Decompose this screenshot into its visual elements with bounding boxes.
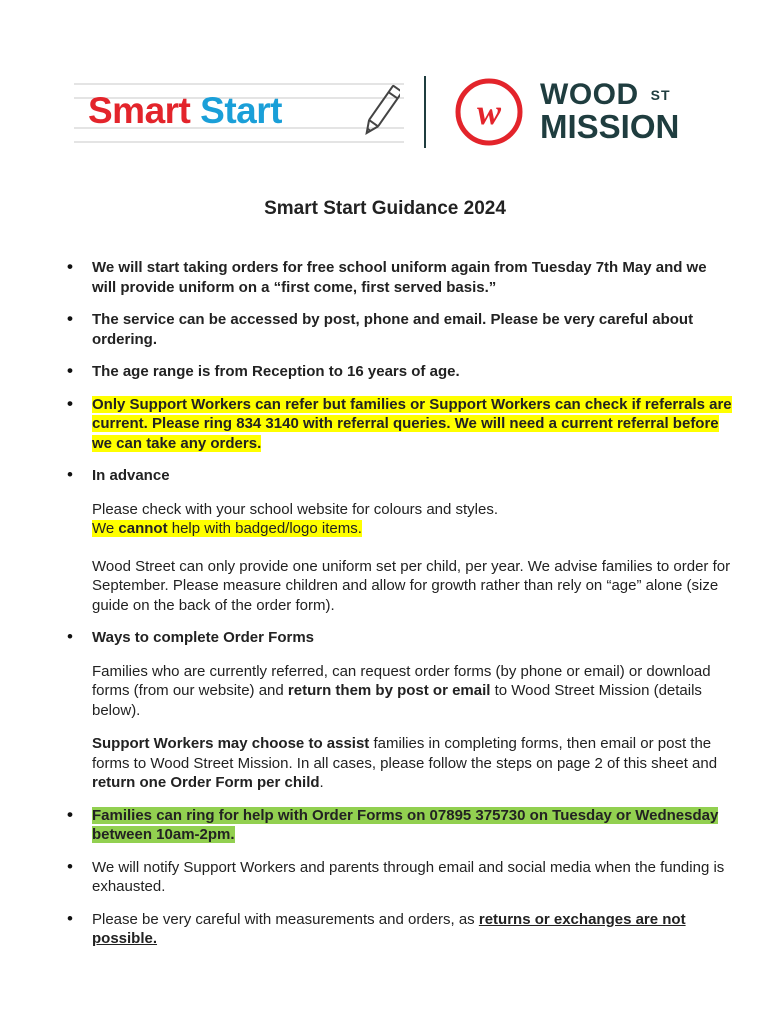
page-title: Smart Start Guidance 2024 xyxy=(264,198,506,219)
list-item xyxy=(92,362,732,382)
smart-word: Smart xyxy=(88,90,191,131)
list-item xyxy=(92,910,732,949)
school-check-text: Please check with your school website for colours and styles. xyxy=(92,500,499,518)
one-set-text: Wood Street can only provide one uniform set per child, per year. We advise families to order for September. Please measure children and allow for growth rather than rely on “age” alone (size guide on the back of the order form). xyxy=(92,557,731,614)
monogram-letter: w xyxy=(476,92,502,132)
pencil-icon xyxy=(364,82,400,142)
careful-text: Please be very careful with measurements and orders, as xyxy=(92,910,479,928)
list-item xyxy=(92,395,732,454)
badged-note: We cannot help with badged/logo items. xyxy=(92,520,362,537)
mission-word: MISSION xyxy=(540,108,680,145)
cannot-emphasis: cannot xyxy=(118,520,168,537)
ways-heading: • Ways to complete Order Forms xyxy=(92,629,314,646)
no-returns-emphasis: returns or exchanges are not possible. xyxy=(92,910,686,947)
guidance-list xyxy=(92,258,732,962)
start-word: Start xyxy=(200,90,282,131)
support-workers-highlight: Only Support Workers can refer but families or Support Workers can check if referrals are current. Please ring 834 3140 with referral queries. We will need a current referral before we can take any orders. xyxy=(92,395,732,452)
families-text: Families who are currently referred, can request order forms (by phone or email) or download forms (from our website) and return them by post or email to Wood Street Mission (details below). xyxy=(92,662,711,719)
support-workers-assist-text: Support Workers may choose to assist families in completing forms, then email or post the forms to Wood Street Mission. In all cases, please follow the steps on page 2 of this sheet and return one Order Form per child. xyxy=(92,735,718,791)
st-superscript: ST xyxy=(650,87,671,103)
list-item xyxy=(92,628,732,793)
logo-divider xyxy=(424,76,426,148)
list-item xyxy=(92,310,732,349)
ring-help-highlight: Families can ring for help with Order Forms on 07895 375730 on Tuesday or Wednesday between 10am-2pm. xyxy=(92,806,719,843)
smart-start-wordmark xyxy=(88,90,282,132)
header-logos xyxy=(0,0,770,170)
orders-start-text: We will start taking orders for free school uniform again from Tuesday 7th May and we will provide uniform on a “first come, first served basis.” xyxy=(92,259,707,296)
age-range-text: The age range is from Reception to 16 years of age. xyxy=(92,363,460,380)
smart-start-logo xyxy=(74,76,404,146)
wood-st-mission-monogram-icon xyxy=(454,77,524,147)
list-item xyxy=(92,806,732,845)
service-access-text: The service can be accessed by post, phone and email. Please be very careful about ordering. xyxy=(92,311,694,348)
in-advance-heading: • In advance xyxy=(92,467,170,484)
wood-st-mission-wordmark xyxy=(540,80,679,144)
notify-text: We will notify Support Workers and parents through email and social media when the funding is exhausted. xyxy=(92,858,725,895)
list-item xyxy=(92,258,732,297)
list-item xyxy=(92,858,732,897)
wood-word: WOOD xyxy=(540,78,639,111)
list-item xyxy=(92,466,732,615)
